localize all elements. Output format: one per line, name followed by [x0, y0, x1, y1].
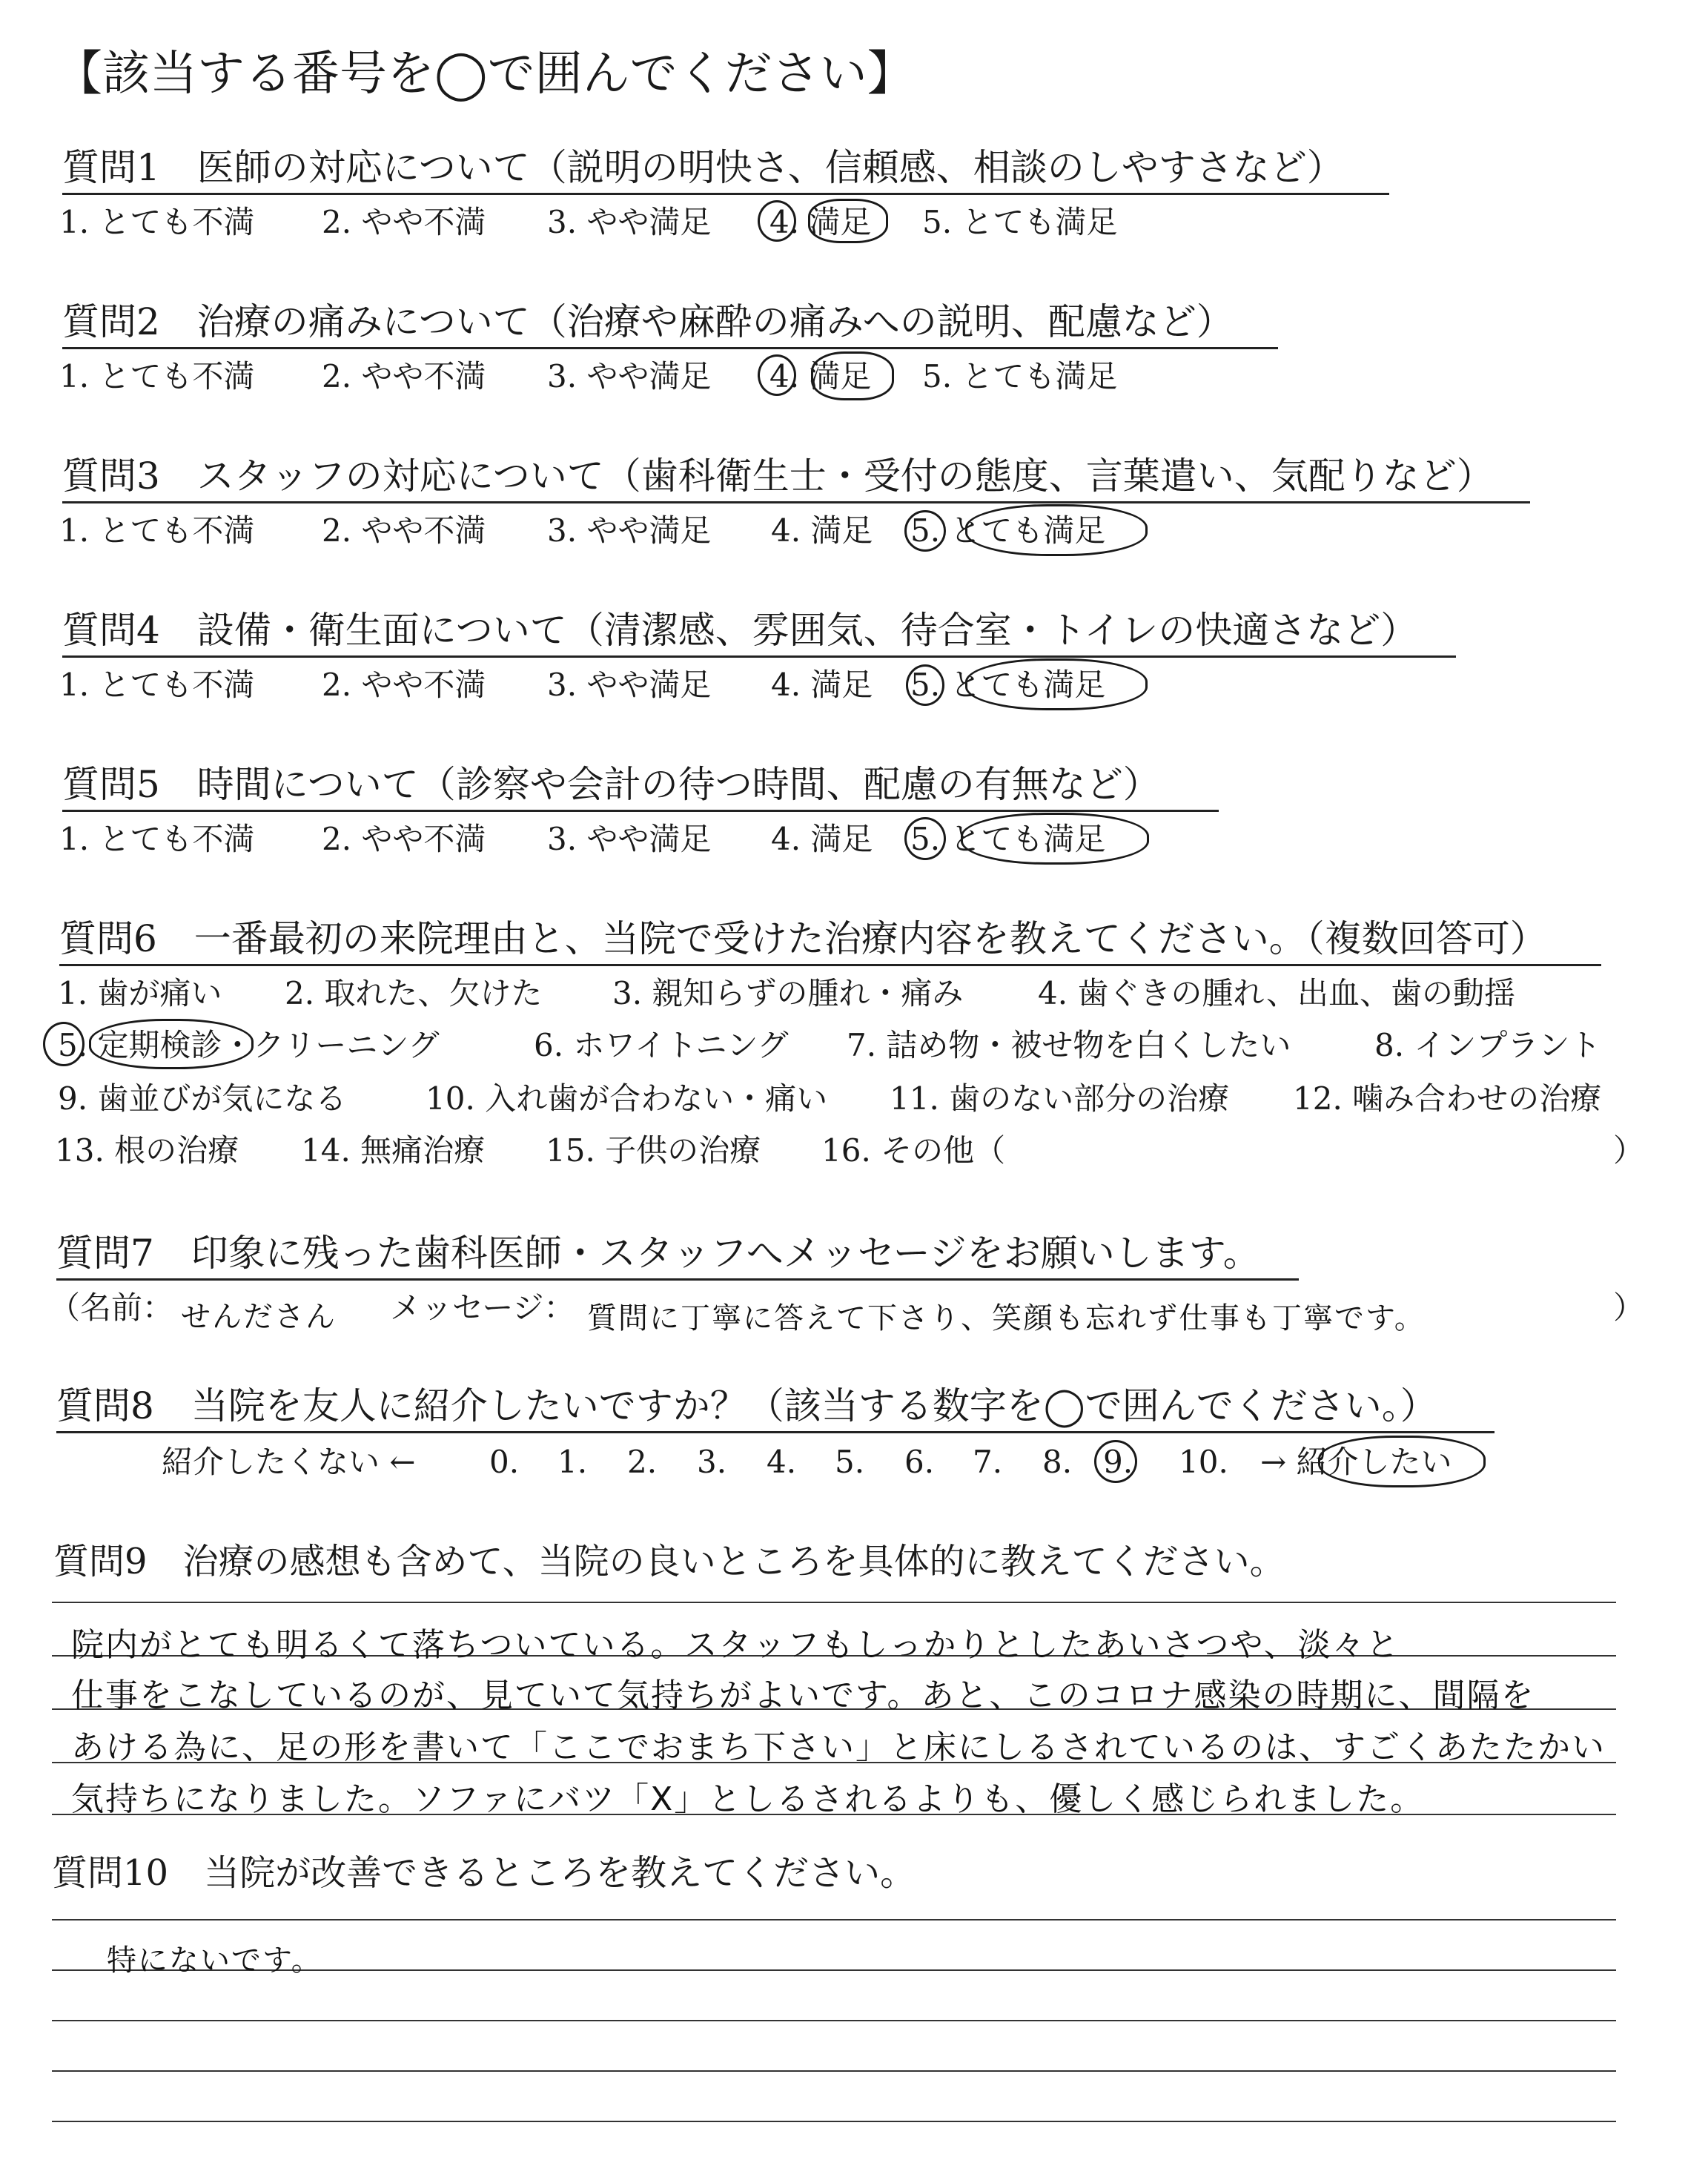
q8-scale-1[interactable]: 1. [557, 1444, 588, 1480]
q6-option-9[interactable]: 9. 歯並びが気になる [58, 1080, 347, 1117]
q8-scale-5[interactable]: 5. [835, 1444, 865, 1480]
q1-option-2[interactable]: 2. やや不満 [322, 204, 486, 240]
q8-scale-7[interactable]: 7. [973, 1444, 1003, 1480]
q5-option-2[interactable]: 2. やや不満 [322, 821, 486, 857]
q10-rule-5 [52, 2121, 1616, 2122]
q4-option-2[interactable]: 2. やや不満 [322, 667, 486, 703]
q7-name-label: （名前： [49, 1289, 174, 1326]
q6-option-1[interactable]: 1. 歯が痛い [58, 975, 222, 1011]
q2-option-4[interactable]: 4. 満足 [769, 358, 872, 394]
q9-answer-line-2[interactable]: 仕事をこなしているのが、見ていて気持ちがよいです。あと、このコロナ感染の時期に、間隔を [71, 1677, 1535, 1714]
q8-scale-6[interactable]: 6. [904, 1444, 935, 1480]
q10-rule-1 [52, 1919, 1616, 1920]
question-6-title: 質問6 一番最初の来院理由と、当院で受けた治療内容を教えてください。（複数回答可） [59, 916, 1601, 966]
q6-option-10[interactable]: 10. 入れ歯が合わない・痛い [426, 1080, 828, 1117]
q1-option-4[interactable]: 4. 満足 [769, 204, 872, 240]
q5-option-4[interactable]: 4. 満足 [771, 821, 873, 857]
question-7-title: 質問7 印象に残った歯科医師・スタッフへメッセージをお願いします。 [56, 1231, 1299, 1281]
q8-left-label: 紹介したくない ← [162, 1444, 416, 1480]
q7-message-value[interactable]: 質問に丁寧に答えて下さり、笑顔も忘れず仕事も丁寧です。 [587, 1301, 1426, 1335]
q6-option-6[interactable]: 6. ホワイトニング [534, 1027, 789, 1063]
q8-right-label: → 紹介したい [1260, 1444, 1452, 1480]
q3-option-2[interactable]: 2. やや不満 [322, 512, 486, 549]
q1-option-3[interactable]: 3. やや満足 [547, 204, 712, 240]
form-header: 【該当する番号を◯で囲んでください】 [55, 47, 915, 102]
q4-option-5[interactable]: 5. とても満足 [910, 667, 1106, 703]
q9-answer-line-3[interactable]: あける為に、足の形を書いて「ここでおまち下さい」と床にしるされているのは、すごくあたたかい [71, 1728, 1606, 1766]
q2-option-2[interactable]: 2. やや不満 [322, 358, 486, 394]
q6-option-7[interactable]: 7. 詰め物・被せ物を白くしたい [847, 1027, 1291, 1063]
q6-option-12[interactable]: 12. 噛み合わせの治療 [1293, 1080, 1602, 1117]
question-10-title: 質問10 当院が改善できるところを教えてください。 [52, 1852, 916, 1894]
q8-scale-3[interactable]: 3. [697, 1444, 727, 1480]
q6-option-11[interactable]: 11. 歯のない部分の治療 [890, 1080, 1230, 1117]
q3-option-3[interactable]: 3. やや満足 [547, 512, 712, 549]
question-3-title: 質問3 スタッフの対応について（歯科衛生士・受付の態度、言葉遣い、気配りなど） [62, 454, 1530, 503]
question-8-title: 質問8 当院を友人に紹介したいですか？（該当する数字を◯で囲んでください。） [56, 1384, 1494, 1433]
q6-option-15[interactable]: 15. 子供の治療 [546, 1132, 761, 1169]
q5-option-3[interactable]: 3. やや満足 [547, 821, 712, 857]
q10-rule-3 [52, 2020, 1616, 2021]
q10-rule-4 [52, 2070, 1616, 2072]
q3-option-4[interactable]: 4. 満足 [771, 512, 873, 549]
q8-scale-2[interactable]: 2. [627, 1444, 658, 1480]
q2-option-1[interactable]: 1. とても不満 [59, 358, 255, 394]
q6-option-2[interactable]: 2. 取れた、欠けた [285, 975, 543, 1011]
q6-option-8[interactable]: 8. インプラント [1374, 1027, 1601, 1063]
q7-close-paren: ） [1613, 1289, 1645, 1326]
q6-option-16[interactable]: 16. その他（ [821, 1132, 1006, 1169]
q1-option-5[interactable]: 5. とても満足 [922, 204, 1118, 240]
q6-option-5[interactable]: 5. 定期検診・クリーニング [58, 1027, 440, 1063]
q6-other-close-paren: ） [1613, 1132, 1645, 1169]
q8-scale-4[interactable]: 4. [767, 1444, 797, 1480]
question-5-title: 質問5 時間について（診察や会計の待つ時間、配慮の有無など） [62, 762, 1219, 812]
q5-option-5[interactable]: 5. とても満足 [910, 821, 1106, 857]
q3-option-1[interactable]: 1. とても不満 [59, 512, 255, 549]
q8-scale-0[interactable]: 0. [489, 1444, 520, 1480]
q3-option-5[interactable]: 5. とても満足 [910, 512, 1106, 549]
q8-scale-8[interactable]: 8. [1042, 1444, 1073, 1480]
q9-answer-line-4[interactable]: 気持ちになりました。ソファにバツ「X」としるされるよりも、優しく感じられました。 [71, 1780, 1425, 1818]
q6-option-14[interactable]: 14. 無痛治療 [301, 1132, 486, 1169]
q2-option-5[interactable]: 5. とても満足 [922, 358, 1118, 394]
q4-option-1[interactable]: 1. とても不満 [59, 667, 255, 703]
question-4-title: 質問4 設備・衛生面について（清潔感、雰囲気、待合室・トイレの快適さなど） [62, 608, 1456, 658]
q9-answer-line-1[interactable]: 院内がとても明るくて落ちついている。スタッフもしっかりとしたあいさつや、淡々と [71, 1626, 1400, 1664]
q9-rule-1 [52, 1602, 1616, 1603]
q6-option-4[interactable]: 4. 歯ぐきの腫れ、出血、歯の動揺 [1038, 975, 1515, 1011]
question-1-title: 質問1 医師の対応について（説明の明快さ、信頼感、相談のしやすさなど） [62, 145, 1389, 195]
question-2-title: 質問2 治療の痛みについて（治療や麻酔の痛みへの説明、配慮など） [62, 300, 1278, 349]
q8-scale-9[interactable]: 9. [1103, 1444, 1133, 1480]
question-9-title: 質問9 治療の感想も含めて、当院の良いところを具体的に教えてください。 [53, 1541, 1285, 1582]
q8-scale-10[interactable]: 10. [1179, 1444, 1228, 1480]
q4-option-3[interactable]: 3. やや満足 [547, 667, 712, 703]
q5-option-1[interactable]: 1. とても不満 [59, 821, 255, 857]
q10-answer-line-1[interactable]: 特にないです。 [107, 1943, 322, 1978]
q4-option-4[interactable]: 4. 満足 [771, 667, 873, 703]
q2-option-3[interactable]: 3. やや満足 [547, 358, 712, 394]
q6-option-3[interactable]: 3. 親知らずの腫れ・痛み [612, 975, 964, 1011]
q1-option-1[interactable]: 1. とても不満 [59, 204, 255, 240]
q6-option-13[interactable]: 13. 根の治療 [55, 1132, 239, 1169]
q7-message-label: メッセージ： [390, 1289, 575, 1326]
q7-name-value[interactable]: せんださん [181, 1300, 337, 1334]
